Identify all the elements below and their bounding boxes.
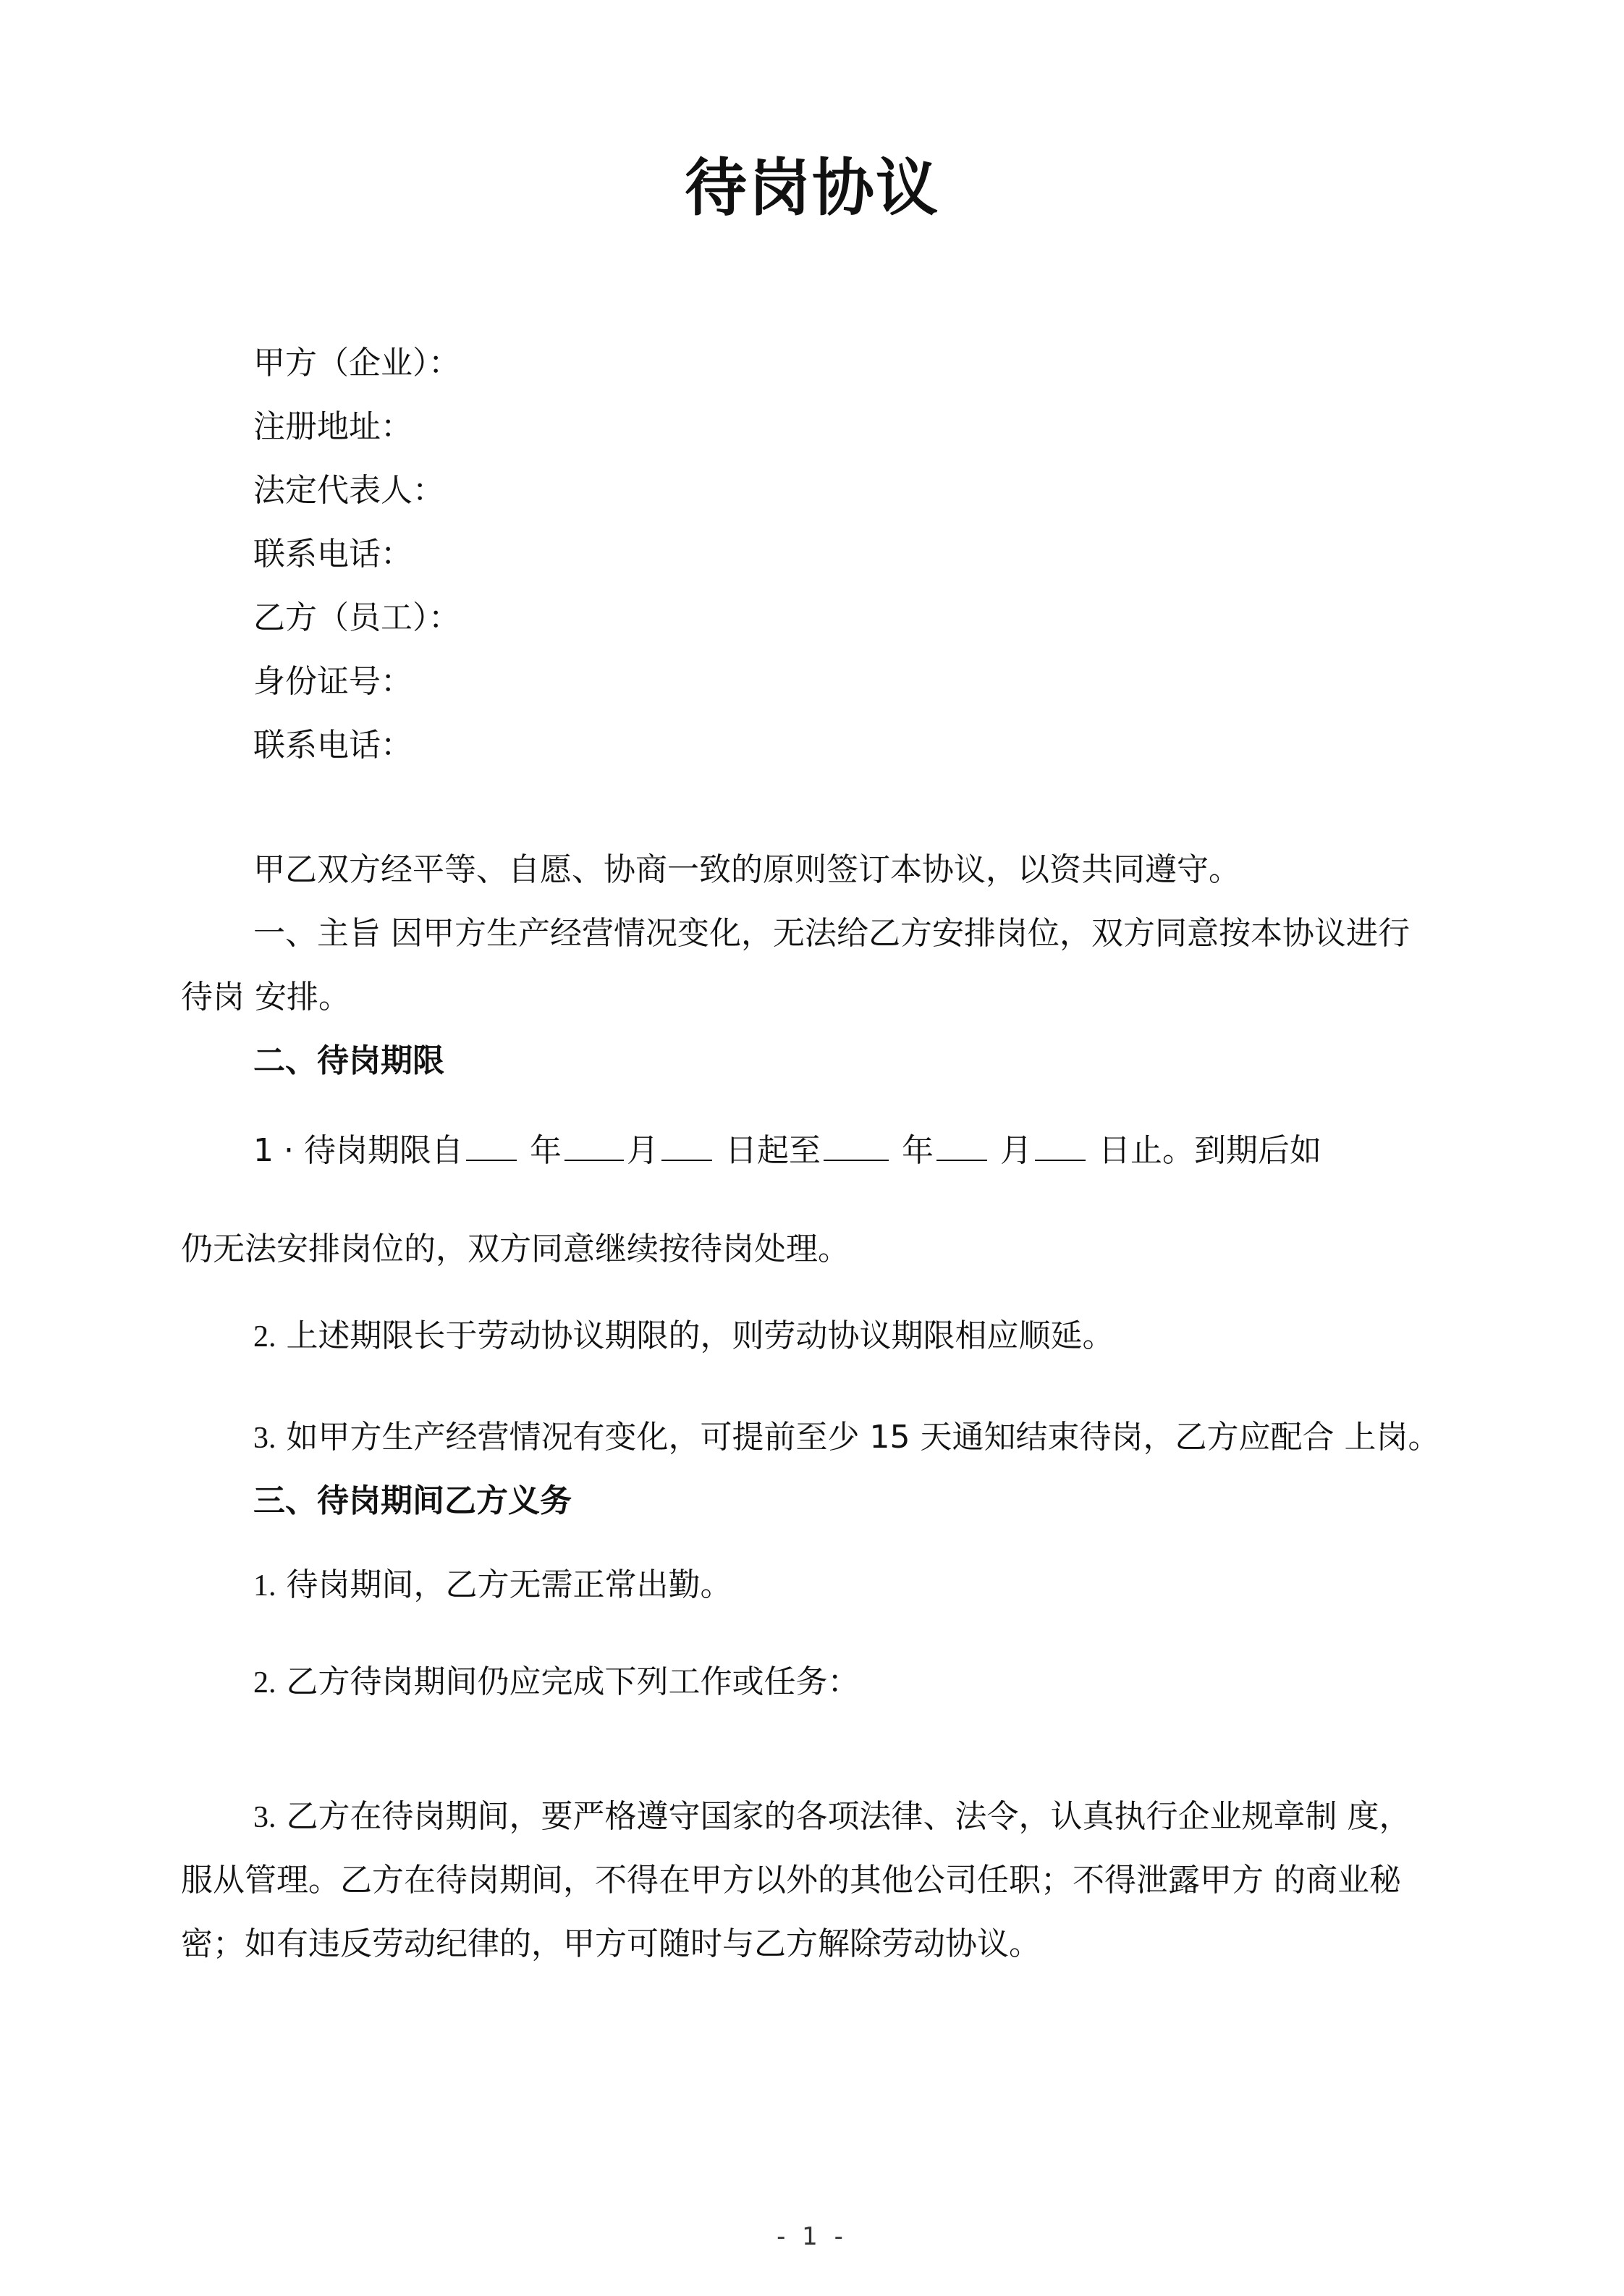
section2-item1 <box>253 1128 1321 1173</box>
party-b-phone-label: 联系电话： <box>253 727 413 764</box>
end-year-label: 年 <box>901 1132 934 1169</box>
section3-heading: 三、待岗期间乙方义务 <box>253 1482 572 1519</box>
section3-item3-line2: 服从管理。乙方在待岗期间，不得在甲方以外的其他公司任职；不得泄露甲方 的商业秘 <box>181 1862 1401 1899</box>
section3-item2-text: 乙方待岗期间仍应完成下列工作或任务： <box>286 1663 860 1700</box>
end-month-label: 月 <box>999 1132 1032 1169</box>
section3-item2 <box>253 1660 860 1705</box>
section3-item2-number: 2. <box>253 1666 276 1700</box>
intro-paragraph: 甲乙双方经平等、自愿、协商一致的原则签订本协议，以资共同遵守。 <box>253 851 1240 888</box>
registered-address-label: 注册地址： <box>253 408 413 445</box>
section3-item1 <box>253 1563 732 1608</box>
section1-line1: 一、主旨 因甲方生产经营情况变化，无法给乙方安排岗位，双方同意按本协议进行 <box>253 915 1410 952</box>
start-month-label: 月 <box>626 1132 659 1169</box>
section3-item3-line3: 密；如有违反劳动纪律的，甲方可随时与乙方解除劳动协议。 <box>181 1925 1041 1962</box>
section2-item1-continuation: 仍无法安排岗位的，双方同意继续按待岗处理。 <box>181 1231 850 1267</box>
day-from-label: 日起至 <box>724 1132 821 1169</box>
section2-heading: 二、待岗期限 <box>253 1042 444 1079</box>
section3-item3-line1 <box>253 1795 1411 1839</box>
section2-item3-text: 如甲方生产经营情况有变化，可提前至少 15 天通知结束待岗，乙方应配合 上岗。 <box>286 1419 1440 1456</box>
section2-item2-number: 2. <box>253 1320 276 1354</box>
end-year-blank <box>824 1128 889 1161</box>
page-number: - 1 - <box>777 2222 847 2251</box>
party-b-label: 乙方（员工）： <box>253 599 460 636</box>
party-a-phone-label: 联系电话： <box>253 536 413 573</box>
party-a-label: 甲方（企业）： <box>253 345 460 381</box>
section1-line2: 待岗 安排。 <box>181 979 350 1016</box>
section3-item3-text: 乙方在待岗期间，要严格遵守国家的各项法律、法令，认真执行企业规章制 度， <box>286 1798 1411 1835</box>
section2-item3 <box>253 1416 1439 1460</box>
section2-item2 <box>253 1314 1115 1359</box>
section3-item1-number: 1. <box>253 1569 276 1603</box>
start-year-blank <box>466 1128 517 1161</box>
section3-item1-text: 待岗期间，乙方无需正常出勤。 <box>286 1566 732 1603</box>
start-month-blank <box>564 1128 624 1161</box>
end-day-blank <box>1035 1128 1086 1161</box>
section2-item2-text: 上述期限长于劳动协议期限的，则劳动协议期限相应顺延。 <box>286 1317 1115 1354</box>
term-prefix: 1 · 待岗期限自 <box>253 1132 463 1169</box>
legal-representative-label: 法定代表人： <box>253 472 444 509</box>
day-end-label: 日止。到期后如 <box>1098 1132 1321 1169</box>
document-title: 待岗协议 <box>685 152 939 224</box>
end-month-blank <box>936 1128 987 1161</box>
section3-item3-number: 3. <box>253 1801 276 1834</box>
start-year-label: 年 <box>529 1132 562 1169</box>
id-number-label: 身份证号： <box>253 663 413 700</box>
start-day-blank <box>661 1128 712 1161</box>
section2-item3-number: 3. <box>253 1422 276 1455</box>
